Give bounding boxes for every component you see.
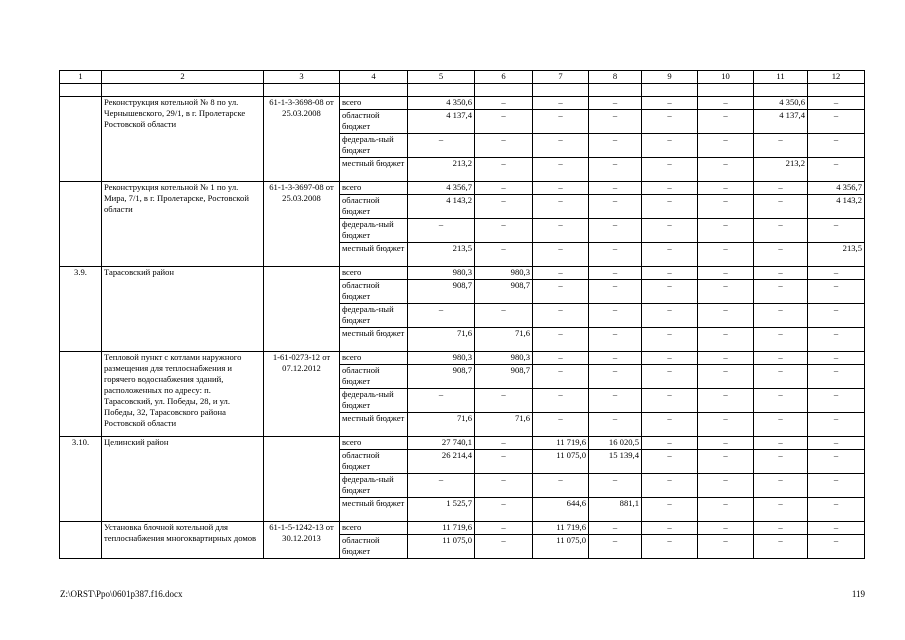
amount-cell: – [475,522,533,535]
table-row [60,182,865,195]
item-number: 3.10. [60,437,102,522]
amount-cell: – [533,280,589,304]
amount-cell: 11 075,0 [533,450,589,474]
expertise-document [264,437,340,522]
amount-cell: – [589,304,642,328]
funding-source: областной бюджет [340,195,408,219]
funding-source: местный бюджет [340,243,408,267]
amount-cell: – [808,134,865,158]
amount-cell: – [642,498,698,522]
amount-cell: – [808,280,865,304]
expertise-document: 61-1-5-1242-13 от 30.12.2013 [264,522,340,559]
amount-cell: – [589,352,642,365]
amount-cell: – [698,243,754,267]
amount-cell: 71,6 [408,413,475,437]
funding-source: федераль-ный бюджет [340,219,408,243]
amount-cell: – [808,413,865,437]
funding-source: областной бюджет [340,365,408,389]
amount-cell: – [808,158,865,182]
amount-cell: – [698,498,754,522]
amount-cell: – [698,437,754,450]
amount-cell: – [754,498,808,522]
expertise-document: 61-1-3-3698-08 от 25.03.2008 [264,97,340,182]
spacer-cell [533,84,589,97]
amount-cell: – [533,243,589,267]
amount-cell: – [475,134,533,158]
amount-cell: – [589,328,642,352]
amount-cell: – [698,365,754,389]
column-number-cell: 5 [408,71,475,84]
amount-cell: 71,6 [475,413,533,437]
amount-cell: 908,7 [408,365,475,389]
amount-cell: 27 740,1 [408,437,475,450]
amount-cell: – [808,389,865,413]
amount-cell: – [475,304,533,328]
amount-cell: – [589,243,642,267]
amount-cell: – [475,219,533,243]
amount-cell: – [642,535,698,559]
amount-cell: 908,7 [408,280,475,304]
amount-cell: – [589,389,642,413]
amount-cell: – [533,389,589,413]
amount-cell: – [642,522,698,535]
amount-cell: 4 143,2 [808,195,865,219]
funding-source: всего [340,182,408,195]
amount-cell: – [808,437,865,450]
amount-cell: 4 137,4 [754,110,808,134]
amount-cell: – [475,498,533,522]
amount-cell: – [642,352,698,365]
amount-cell: – [808,522,865,535]
amount-cell: – [808,219,865,243]
amount-cell: 26 214,4 [408,450,475,474]
amount-cell: 11 719,6 [408,522,475,535]
amount-cell: – [533,413,589,437]
amount-cell: – [533,219,589,243]
spacer-cell [754,84,808,97]
amount-cell: 4 143,2 [408,195,475,219]
amount-cell: – [475,437,533,450]
spacer-cell [642,84,698,97]
table-row [60,267,865,280]
amount-cell: – [754,134,808,158]
amount-cell: – [754,474,808,498]
amount-cell: 980,3 [408,352,475,365]
item-number [60,352,102,437]
funding-source: областной бюджет [340,280,408,304]
budget-table [59,70,865,559]
amount-cell: – [475,535,533,559]
amount-cell: – [533,134,589,158]
table-body [60,71,865,559]
funding-source: областной бюджет [340,535,408,559]
funding-source: местный бюджет [340,413,408,437]
amount-cell: – [642,413,698,437]
object-name: Тарасовский район [102,267,264,352]
item-number [60,522,102,559]
amount-cell: – [698,474,754,498]
amount-cell: – [808,365,865,389]
amount-cell: – [589,134,642,158]
funding-source: федераль-ный бюджет [340,474,408,498]
amount-cell: – [754,413,808,437]
amount-cell: 4 356,7 [408,182,475,195]
spacer-cell [475,84,533,97]
funding-source: федераль-ный бюджет [340,304,408,328]
amount-cell: – [533,304,589,328]
amount-cell: – [475,474,533,498]
column-number-cell: 11 [754,71,808,84]
amount-cell: 11 075,0 [408,535,475,559]
amount-cell: 11 075,0 [533,535,589,559]
amount-cell: – [642,328,698,352]
amount-cell: – [754,243,808,267]
amount-cell: – [698,522,754,535]
spacer-cell [264,84,340,97]
amount-cell: – [589,474,642,498]
object-name: Целинский район [102,437,264,522]
amount-cell: 71,6 [408,328,475,352]
amount-cell: 980,3 [475,267,533,280]
amount-cell: – [589,535,642,559]
amount-cell: – [533,110,589,134]
amount-cell: – [808,267,865,280]
column-number-cell: 8 [589,71,642,84]
amount-cell: – [642,365,698,389]
amount-cell: – [698,110,754,134]
amount-cell: – [808,110,865,134]
amount-cell: – [408,389,475,413]
amount-cell: – [698,267,754,280]
amount-cell: 644,6 [533,498,589,522]
amount-cell: 908,7 [475,280,533,304]
table-row [60,437,865,450]
amount-cell: 980,3 [475,352,533,365]
amount-cell: 4 137,4 [408,110,475,134]
spacer-cell [102,84,264,97]
amount-cell: – [698,280,754,304]
amount-cell: – [754,450,808,474]
amount-cell: – [642,450,698,474]
amount-cell: – [589,522,642,535]
amount-cell: – [533,195,589,219]
amount-cell: – [754,195,808,219]
funding-source: местный бюджет [340,498,408,522]
column-number-cell: 7 [533,71,589,84]
column-number-cell: 12 [808,71,865,84]
amount-cell: – [642,304,698,328]
funding-source: всего [340,522,408,535]
object-name: Реконструкция котельной № 8 по ул. Чернышевского, 29/1, в г. Пролетарске Ростовской области [102,97,264,182]
amount-cell: – [698,182,754,195]
object-name: Тепловой пункт с котлами наружного размещения для теплоснабжения и горячего водоснабжения зданий, расположенных по адресу: п. Тарасовский, ул. Победы, 28, и ул. Победы, 32, Тарасовского района Ростовской области [102,352,264,437]
amount-cell: – [754,280,808,304]
amount-cell: 1 525,7 [408,498,475,522]
amount-cell: – [642,280,698,304]
amount-cell: – [533,365,589,389]
amount-cell: 881,1 [589,498,642,522]
amount-cell: 11 719,6 [533,522,589,535]
spacer-cell [408,84,475,97]
amount-cell: – [589,280,642,304]
amount-cell: – [533,474,589,498]
amount-cell: – [475,158,533,182]
amount-cell: 11 719,6 [533,437,589,450]
amount-cell: – [808,474,865,498]
amount-cell: – [754,304,808,328]
amount-cell: – [698,134,754,158]
amount-cell: – [475,195,533,219]
amount-cell: – [589,195,642,219]
funding-source: всего [340,437,408,450]
amount-cell: – [808,535,865,559]
amount-cell: 16 020,5 [589,437,642,450]
amount-cell: – [642,243,698,267]
amount-cell: – [698,97,754,110]
spacer-cell [698,84,754,97]
amount-cell: – [642,437,698,450]
amount-cell: – [475,110,533,134]
column-number-cell: 10 [698,71,754,84]
object-name: Установка блочной котельной для теплоснабжения многоквартирных домов [102,522,264,559]
amount-cell: – [642,134,698,158]
table-row [60,352,865,365]
amount-cell: 213,2 [408,158,475,182]
amount-cell: – [533,97,589,110]
column-number-row [60,71,865,84]
spacer-cell [60,84,102,97]
table-row [60,97,865,110]
amount-cell: – [808,328,865,352]
amount-cell: – [698,535,754,559]
funding-source: всего [340,267,408,280]
funding-source: федераль-ный бюджет [340,134,408,158]
amount-cell: – [698,195,754,219]
amount-cell: 213,5 [408,243,475,267]
amount-cell: 213,5 [808,243,865,267]
amount-cell: – [589,158,642,182]
expertise-document: 61-1-3-3697-08 от 25.03.2008 [264,182,340,267]
expertise-document: 1-61-0273-12 от 07.12.2012 [264,352,340,437]
amount-cell: – [754,535,808,559]
spacer-row [60,84,865,97]
amount-cell: – [408,134,475,158]
table-row [60,522,865,535]
amount-cell: 980,3 [408,267,475,280]
amount-cell: – [642,110,698,134]
amount-cell: – [754,352,808,365]
amount-cell: – [754,219,808,243]
amount-cell: – [589,110,642,134]
amount-cell: – [698,304,754,328]
amount-cell: – [808,304,865,328]
amount-cell: – [533,267,589,280]
funding-source: областной бюджет [340,450,408,474]
amount-cell: – [754,328,808,352]
amount-cell: 213,2 [754,158,808,182]
amount-cell: – [698,413,754,437]
spacer-cell [589,84,642,97]
column-number-cell: 6 [475,71,533,84]
amount-cell: – [533,182,589,195]
amount-cell: 15 139,4 [589,450,642,474]
amount-cell: – [642,158,698,182]
amount-cell: – [408,474,475,498]
funding-source: всего [340,352,408,365]
amount-cell: – [475,182,533,195]
amount-cell: – [589,219,642,243]
spacer-cell [808,84,865,97]
column-number-cell: 3 [264,71,340,84]
amount-cell: – [642,267,698,280]
amount-cell: – [475,450,533,474]
column-number-cell: 2 [102,71,264,84]
expertise-document [264,267,340,352]
amount-cell: – [698,389,754,413]
amount-cell: – [642,389,698,413]
amount-cell: – [642,195,698,219]
amount-cell: – [475,389,533,413]
amount-cell: 4 356,7 [808,182,865,195]
column-number-cell: 1 [60,71,102,84]
amount-cell: – [754,365,808,389]
funding-source: местный бюджет [340,158,408,182]
funding-source: всего [340,97,408,110]
amount-cell: – [642,97,698,110]
amount-cell: – [754,267,808,280]
item-number [60,97,102,182]
amount-cell: – [475,243,533,267]
amount-cell: – [533,352,589,365]
amount-cell: – [589,97,642,110]
object-name: Реконструкция котельной № 1 по ул. Мира, 7/1, в г. Пролетарске, Ростовской области [102,182,264,267]
amount-cell: – [698,450,754,474]
amount-cell: 71,6 [475,328,533,352]
amount-cell: – [698,352,754,365]
amount-cell: – [754,182,808,195]
column-number-cell: 4 [340,71,408,84]
item-number: 3.9. [60,267,102,352]
amount-cell: – [589,413,642,437]
amount-cell: – [533,328,589,352]
column-number-cell: 9 [642,71,698,84]
page-number: 119 [851,589,865,599]
funding-source: федераль-ный бюджет [340,389,408,413]
amount-cell: – [698,158,754,182]
amount-cell: – [475,97,533,110]
amount-cell: – [754,437,808,450]
amount-cell: 4 350,6 [408,97,475,110]
amount-cell: – [589,267,642,280]
amount-cell: – [808,450,865,474]
amount-cell: 908,7 [475,365,533,389]
amount-cell: – [533,158,589,182]
file-path: Z:\ORST\Ppo\0601p387.f16.docx [60,589,183,599]
amount-cell: – [808,97,865,110]
amount-cell: – [642,474,698,498]
amount-cell: – [754,522,808,535]
amount-cell: – [408,219,475,243]
amount-cell: – [642,182,698,195]
spacer-cell [340,84,408,97]
amount-cell: – [642,219,698,243]
amount-cell: – [698,328,754,352]
amount-cell: – [589,182,642,195]
amount-cell: – [698,219,754,243]
amount-cell: – [808,498,865,522]
funding-source: местный бюджет [340,328,408,352]
funding-source: областной бюджет [340,110,408,134]
item-number [60,182,102,267]
amount-cell: – [408,304,475,328]
amount-cell: – [589,365,642,389]
amount-cell: – [754,389,808,413]
amount-cell: 4 350,6 [754,97,808,110]
amount-cell: – [808,352,865,365]
